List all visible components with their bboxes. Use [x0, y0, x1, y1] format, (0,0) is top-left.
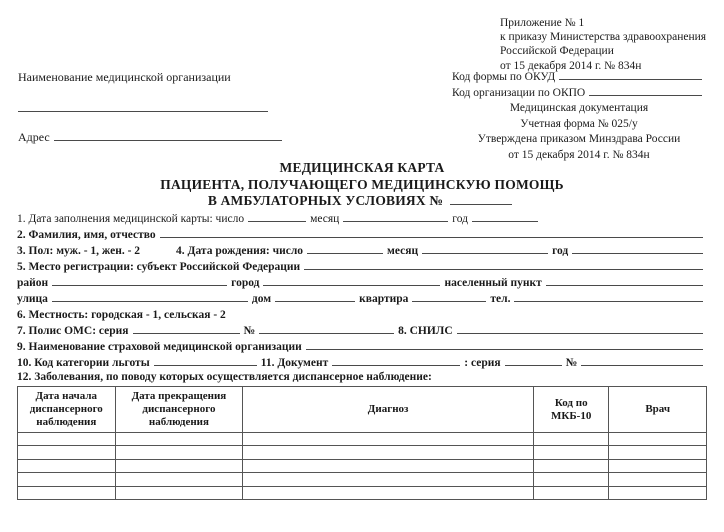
cell-start-date[interactable] [18, 433, 116, 446]
cell-start-date[interactable] [18, 473, 116, 486]
cell-diagnosis[interactable] [243, 486, 534, 499]
organization-header-block [18, 70, 308, 145]
card-number-input[interactable] [450, 204, 512, 205]
appendix-line-1: Приложение № 1 [500, 17, 585, 29]
field-row-2 [17, 229, 707, 245]
okud-row [452, 70, 706, 86]
birth-date-label: 4. Дата рождения: число [176, 245, 304, 257]
house-input[interactable] [275, 301, 355, 302]
cell-doctor[interactable] [609, 486, 707, 499]
title-line-1: МЕДИЦИНСКАЯ КАРТА [279, 160, 445, 175]
table-header [18, 387, 707, 433]
locality-type-label: 6. Местность: городская - 1, сельская - 2 [17, 309, 226, 321]
fill-date-day-input[interactable] [248, 221, 306, 222]
district-label: район [17, 277, 49, 289]
district-input[interactable] [52, 285, 227, 286]
address-input[interactable] [54, 140, 282, 141]
okpo-row [452, 86, 706, 102]
okpo-input[interactable] [589, 95, 702, 96]
registration-subject-input[interactable] [304, 269, 703, 270]
appendix-line-3: Российской Федерации [500, 45, 614, 58]
table-body [18, 433, 707, 500]
cell-end-date[interactable] [115, 459, 243, 472]
flat-input[interactable] [412, 301, 486, 302]
document-number-label: № [565, 357, 578, 369]
settlement-label: населенный пункт [444, 277, 542, 289]
table-row [18, 446, 707, 459]
insurance-org-input[interactable] [306, 349, 703, 350]
document-label: 11. Документ [260, 357, 329, 369]
organization-name-label: Наименование медицинской организации [18, 70, 231, 84]
city-input[interactable] [263, 285, 440, 286]
field-row-9 [17, 341, 707, 357]
form-fields-section [17, 213, 707, 373]
oms-policy-number-label: № [243, 325, 256, 337]
cell-diagnosis[interactable] [243, 459, 534, 472]
document-series-input[interactable] [505, 365, 562, 366]
oms-policy-series-input[interactable] [133, 333, 240, 334]
settlement-input[interactable] [546, 285, 703, 286]
phone-label: тел. [490, 293, 511, 305]
birth-date-month-label: месяц [387, 245, 419, 257]
fill-date-year-input[interactable] [472, 221, 538, 222]
table-row [18, 486, 707, 499]
column-header-doctor: Врач [609, 387, 707, 433]
fill-date-month-input[interactable] [343, 221, 448, 222]
cell-start-date[interactable] [18, 459, 116, 472]
street-label: улица [17, 293, 48, 305]
house-label: дом [251, 293, 272, 305]
sex-label: 3. Пол: муж. - 1, жен. - 2 [17, 245, 141, 257]
cell-icd10-code[interactable] [533, 459, 608, 472]
appendix-line-2: к приказу Министерства здравоохранения [500, 31, 707, 44]
benefit-category-input[interactable] [154, 365, 257, 366]
cell-doctor[interactable] [609, 473, 707, 486]
cell-doctor[interactable] [609, 459, 707, 472]
title-line-2: ПАЦИЕНТА, ПОЛУЧАЮЩЕГО МЕДИЦИНСКУЮ ПОМОЩЬ [160, 176, 564, 192]
field-row-5-district [17, 277, 707, 293]
dispensary-observation-table [17, 386, 707, 500]
column-header-diagnosis: Диагноз [243, 387, 534, 433]
benefit-category-label: 10. Код категории льготы [17, 357, 150, 369]
column-header-icd10-code: Код по МКБ-10 [533, 387, 608, 433]
page-title [0, 160, 724, 210]
registration-place-label: 5. Место регистрации: субъект Российской Федерации [17, 261, 301, 273]
approved-date-label: от 15 декабря 2014 г. № 834н [508, 148, 650, 161]
cell-doctor[interactable] [609, 433, 707, 446]
approved-by-label: Утверждена приказом Минздрава России [477, 133, 681, 145]
cell-icd10-code[interactable] [533, 473, 608, 486]
cell-icd10-code[interactable] [533, 446, 608, 459]
form-codes-block [452, 70, 706, 163]
okud-input[interactable] [559, 79, 702, 80]
birth-date-day-input[interactable] [307, 253, 383, 254]
okud-label: Код формы по ОКУД [452, 71, 556, 83]
appendix-line-4: от 15 декабря 2014 г. № 834н [500, 59, 642, 72]
document-series-label: : серия [464, 357, 501, 369]
okpo-label: Код организации по ОКПО [452, 86, 586, 99]
field-row-3-4 [17, 245, 707, 261]
oms-policy-number-input[interactable] [259, 333, 394, 334]
document-type-input[interactable] [332, 365, 460, 366]
document-type-label: Медицинская документация [509, 102, 649, 114]
cell-icd10-code[interactable] [533, 486, 608, 499]
dispensary-observation-caption: 12. Заболевания, по поводу которых осуществляется диспансерное наблюдение: [17, 371, 432, 383]
cell-icd10-code[interactable] [533, 433, 608, 446]
flat-label: квартира [359, 293, 409, 305]
appendix-reference-block [500, 16, 706, 73]
table-row [18, 459, 707, 472]
fill-date-label: 1. Дата заполнения медицинской карты: число [17, 213, 245, 225]
document-number-input[interactable] [581, 365, 703, 366]
address-row [18, 130, 286, 145]
street-input[interactable] [52, 301, 248, 302]
field-row-5-street [17, 293, 707, 309]
fill-date-year-label: год [452, 213, 468, 225]
cell-start-date[interactable] [18, 446, 116, 459]
fill-date-month-label: месяц [310, 213, 340, 225]
cell-diagnosis[interactable] [243, 433, 534, 446]
organization-name-input[interactable] [18, 111, 268, 112]
full-name-label: 2. Фамилия, имя, отчество [17, 229, 156, 241]
cell-diagnosis[interactable] [243, 473, 534, 486]
birth-date-year-label: год [552, 245, 569, 257]
cell-doctor[interactable] [609, 446, 707, 459]
table-row [18, 473, 707, 486]
form-number-label: Учетная форма № 025/у [520, 117, 638, 130]
cell-diagnosis[interactable] [243, 446, 534, 459]
snils-label: 8. СНИЛС [398, 325, 453, 337]
cell-end-date[interactable] [115, 433, 243, 446]
field-row-6 [17, 309, 707, 325]
birth-date-month-input[interactable] [422, 253, 548, 254]
column-header-end-date: Дата прекращения диспансерного наблюдения [115, 387, 243, 433]
city-label: город [231, 277, 260, 289]
field-row-1 [17, 213, 707, 229]
field-row-5 [17, 261, 707, 277]
column-header-start-date: Дата начала диспансерного наблюдения [18, 387, 116, 433]
phone-input[interactable] [514, 301, 703, 302]
title-line-3-row [0, 193, 724, 210]
address-label: Адрес [18, 130, 50, 144]
full-name-input[interactable] [160, 237, 703, 238]
table-header-row [18, 387, 707, 433]
table-row [18, 433, 707, 446]
title-line-3: В АМБУЛАТОРНЫХ УСЛОВИЯХ № [207, 193, 444, 208]
oms-policy-label: 7. Полис ОМС: серия [17, 325, 129, 337]
cell-end-date[interactable] [115, 446, 243, 459]
cell-end-date[interactable] [115, 473, 243, 486]
snils-input[interactable] [457, 333, 703, 334]
cell-start-date[interactable] [18, 486, 116, 499]
cell-end-date[interactable] [115, 486, 243, 499]
field-row-7-8 [17, 325, 707, 341]
birth-date-year-input[interactable] [572, 253, 703, 254]
insurance-org-label: 9. Наименование страховой медицинской организации [17, 341, 302, 353]
